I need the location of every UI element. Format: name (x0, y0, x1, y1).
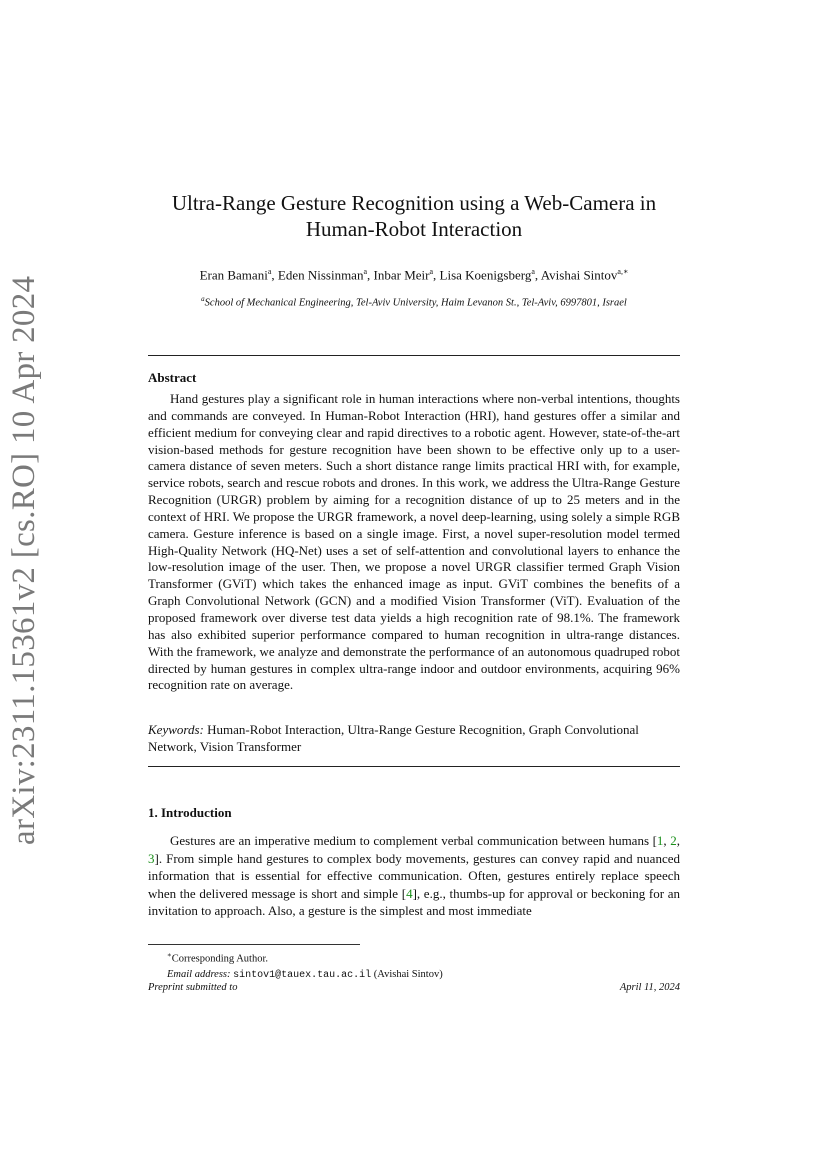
author-name: Avishai Sintov (540, 267, 618, 283)
author-affil-mark: a,∗ (617, 267, 629, 276)
author-name: Inbar Meir (373, 267, 430, 283)
footer-date: April 11, 2024 (619, 982, 680, 993)
intro-text-1: Gestures are an imperative medium to complement verbal communication between humans (170, 833, 653, 848)
abstract-heading: Abstract (148, 370, 197, 385)
citation-link[interactable]: 3 (148, 850, 155, 866)
affiliation (148, 292, 680, 311)
footnote-email (148, 967, 680, 983)
footnote (148, 948, 680, 983)
footnote-rule (148, 944, 360, 945)
author-affil-mark: a (531, 267, 535, 276)
citation-link[interactable]: 4 (406, 885, 413, 901)
section-heading-introduction: 1. Introduction (148, 805, 232, 820)
author-affil-mark: a (363, 267, 368, 276)
email-label: Email address: (167, 968, 231, 980)
introduction-paragraph: Gestures are an imperative medium to complement verbal communication between humans [1, 2, 3]. From simple hand gestures to complex body movements, gestures can convey rapid and nuanced information that is essential for effective communication. Often, gestures entirely replace speech when the delivered message is short and simple [4], e.g., thumbs-up for approval or beckoning for an invitation to approach. Also, a gesture is the simplest and most immediate (148, 833, 680, 918)
paper-title (148, 190, 680, 242)
author-name: Eran Bamani (199, 267, 268, 283)
author-separator: , (534, 267, 541, 283)
author-separator: , (271, 267, 278, 283)
abstract-body: Hand gestures play a significant role in human interactions where non-verbal intentions, thoughts and commands are conveyed. In Human-Robot Interaction (HRI), hand gestures offer a similar and efficient medium for conveying clear and rapid directives to a robotic agent. However, state-of-the-art vision-based methods for gesture recognition have been shown to be effective only up to a user-camera distance of seven meters. Such a short distance range limits practical HRI with, for example, service robots, search and rescue robots and drones. In this work, we address the Ultra-Range Gesture Recognition (URGR) problem by aiming for a recognition distance of up to 25 meters and in the context of HRI. We propose the URGR framework, a novel deep-learning, using solely a simple RGB camera. Gesture inference is based on a single image. First, a novel super-resolution model termed High-Quality Network (HQ-Net) uses a set of self-attention and convolutional layers to enhance the low-resolution image of the user. Then, we propose a novel URGR classifier termed Graph Vision Transformer (GViT) which takes the enhanced image as input. GViT combines the benefits of a Graph Convolutional Network (GCN) and a modified Vision Transformer (ViT). Evaluation of the proposed framework over diverse test data yields a high recognition rate of 98.1%. The framework has also exhibited superior performance compared to human recognition in ultra-range distances. With the framework, we analyze and demonstrate the performance of an autonomous quadruped robot directed by human gestures in complex ultra-range indoor and outdoor environments, acquiring 96% recognition rate on average. (148, 391, 680, 693)
affiliation-text: School of Mechanical Engineering, Tel-Aviv University, Haim Levanon St., Tel-Aviv, 6997801, Israel (204, 297, 627, 309)
keywords-label: Keywords: (148, 722, 204, 737)
title-line-2: Human-Robot Interaction (305, 217, 523, 241)
footnote-corresponding (148, 948, 680, 967)
affiliation-mark: a (201, 295, 205, 303)
title-line-1: Ultra-Range Gesture Recognition using a Web-Camera in (171, 191, 657, 215)
footer-preprint: Preprint submitted to (148, 982, 238, 993)
intro-text-2: . From simple hand gestures to complex body movements, gestures can convey rapid and nuanced information that is essential for effective communication. Often, gestures entirely replace speech when the delivered message is short and simple (148, 850, 680, 901)
email-owner: (Avishai Sintov) (373, 968, 443, 980)
email-address[interactable]: sintov1@tauex.tau.ac.il (233, 969, 372, 981)
citation-link[interactable]: 2 (670, 833, 677, 848)
author-separator: , (433, 267, 440, 283)
intro-text-3: , e.g., thumbs-up for approval or beckoning for an invitation to approach. Also, a gesture is the simplest and most immediate (148, 885, 680, 918)
keywords (148, 721, 680, 755)
corresponding-author-text: Corresponding Author. (171, 953, 269, 965)
keywords-text: Human-Robot Interaction, Ultra-Range Gesture Recognition, Graph Convolutional Network, Vision Transformer (148, 722, 639, 754)
abstract-top-rule (148, 355, 680, 356)
arxiv-identifier-stamp: arXiv:2311.15361v2 [cs.RO] 10 Apr 2024 (6, 275, 42, 845)
author-affil-mark: a (267, 267, 272, 276)
author-name: Eden Nissinman (277, 267, 364, 283)
citation-link[interactable]: 1 (656, 833, 664, 848)
author-list (148, 263, 680, 284)
author-separator: , (367, 267, 374, 283)
footnote-marker: ∗ (167, 951, 172, 959)
author-affil-mark: a (429, 267, 434, 276)
abstract-bottom-rule (148, 766, 680, 767)
author-name: Lisa Koenigsberg (439, 267, 532, 283)
